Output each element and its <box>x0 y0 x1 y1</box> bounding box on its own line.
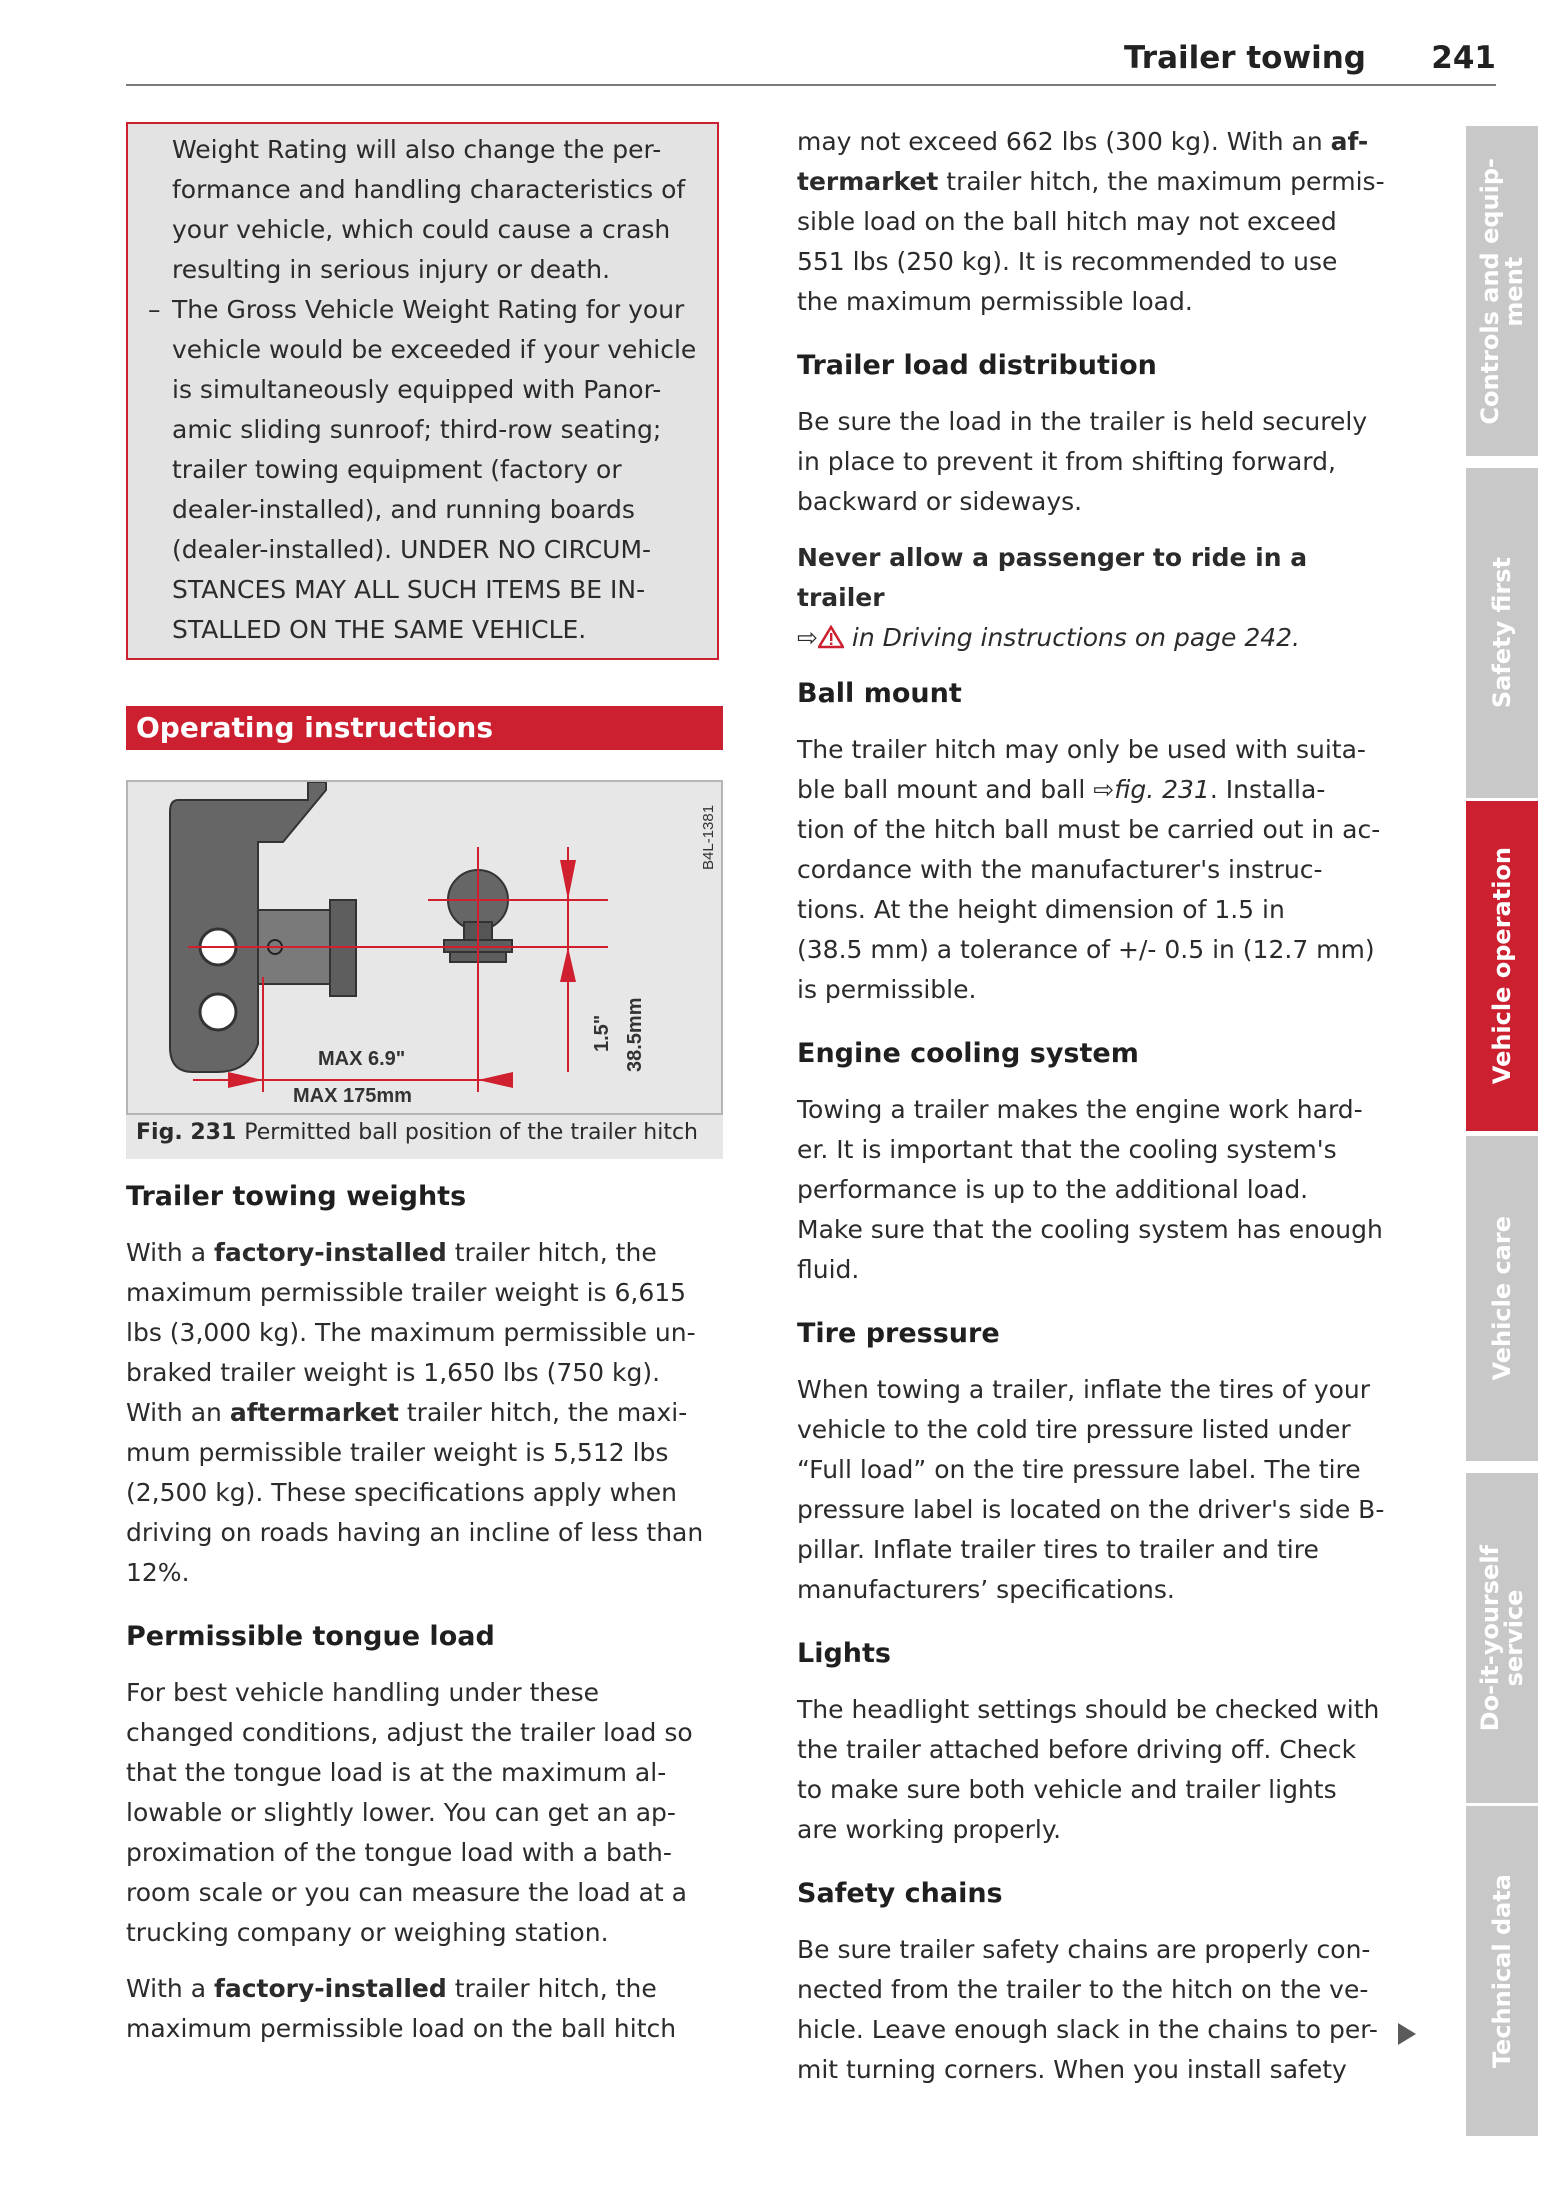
figure-231 <box>126 780 723 1115</box>
continue-arrow-icon[interactable] <box>1398 2023 1416 2045</box>
passenger-reference[interactable]: ⇨ in Driving instructions on page 242. <box>797 623 1301 652</box>
text-line: manufacturers’ specifications. <box>797 1575 1175 1604</box>
text-line: is permissible. <box>797 975 977 1004</box>
text-line: With an aftermarket trailer hitch, the maxi- <box>126 1398 688 1427</box>
text-line: Be sure trailer safety chains are properly con- <box>797 1935 1371 1964</box>
heading-ball-mount: Ball mount <box>797 678 962 709</box>
text-line: dealer-installed), and running boards <box>172 495 635 524</box>
text-line: the maximum permissible load. <box>797 287 1193 316</box>
passenger-warning-heading: Never allow a passenger to ride in a trailer <box>797 543 1308 612</box>
text-line: vehicle would be exceeded if your vehicle <box>172 335 697 364</box>
warning-passenger <box>797 538 1397 618</box>
chapter-tab[interactable] <box>1466 1136 1538 1461</box>
heading-engine-cooling-system: Engine cooling system <box>797 1038 1139 1069</box>
text-line: (2,500 kg). These specifications apply when <box>126 1478 678 1507</box>
text-line: For best vehicle handling under these <box>126 1678 600 1707</box>
figure-code: B4L-1381 <box>700 804 717 870</box>
chapter-tab[interactable] <box>1466 126 1538 456</box>
bracket-hole-lower <box>200 994 236 1030</box>
text-line: resulting in serious injury or death. <box>172 255 611 284</box>
text-line: – The Gross Vehicle Weight Rating for your <box>172 295 685 324</box>
text-line: formance and handling characteristics of <box>172 175 686 204</box>
paragraph-lights <box>797 1690 1397 1850</box>
text-line: the trailer attached before driving off. Check <box>797 1735 1357 1764</box>
text-line: With a factory-installed trailer hitch, the <box>126 1238 657 1267</box>
text-line: termarket trailer hitch, the maximum permis- <box>797 167 1385 196</box>
text-line: amic sliding sunroof; third-row seating; <box>172 415 662 444</box>
right-column <box>797 122 1397 2090</box>
left-column <box>126 122 723 2049</box>
paragraph-tongue-load <box>126 1673 723 1953</box>
paragraph-ball-mount <box>797 730 1397 1010</box>
text-line: are working properly. <box>797 1815 1062 1844</box>
heading-safety-chains: Safety chains <box>797 1878 1003 1909</box>
text-line: performance is up to the additional load. <box>797 1175 1309 1204</box>
paragraph-tire-pressure <box>797 1370 1397 1610</box>
paragraph-load-distribution <box>797 402 1397 522</box>
text-line: (38.5 mm) a tolerance of +/- 0.5 in (12.7 mm) <box>797 935 1375 964</box>
heading-trailer-load-distribution: Trailer load distribution <box>797 350 1157 381</box>
passenger-reference-text: in Driving instructions on page 242. <box>851 623 1301 652</box>
text-line: With a factory-installed trailer hitch, the <box>126 1974 657 2003</box>
chapter-tab-label: Vehicle care <box>1488 1216 1516 1381</box>
text-line: pressure label is located on the driver's side B- <box>797 1495 1385 1524</box>
text-line: to make sure both vehicle and trailer lights <box>797 1775 1337 1804</box>
text-line: lowable or slightly lower. You can get an ap- <box>126 1798 676 1827</box>
text-line: room scale or you can measure the load at a <box>126 1878 687 1907</box>
text-line: Be sure the load in the trailer is held securely <box>797 407 1368 436</box>
figure-label: Fig. 231 <box>136 1120 237 1145</box>
text-line: is simultaneously equipped with Panor- <box>172 375 662 404</box>
heading-permissible-tongue-load: Permissible tongue load <box>126 1621 495 1652</box>
warning-bullet <box>148 290 699 650</box>
arrow-left-dim <box>228 1072 263 1088</box>
text-line: mit turning corners. When you install safety <box>797 2055 1347 2084</box>
text-line: sible load on the ball hitch may not exceed <box>797 207 1337 236</box>
text-line: that the tongue load is at the maximum al- <box>126 1758 667 1787</box>
text-line: trailer towing equipment (factory or <box>172 455 622 484</box>
dim-height-mm: 38.5mm <box>624 997 646 1072</box>
figure-caption <box>126 1115 723 1159</box>
text-line: in place to prevent it from shifting forward, <box>797 447 1336 476</box>
text-line: hicle. Leave enough slack in the chains to per- <box>797 2015 1378 2044</box>
text-line: lbs (3,000 kg). The maximum permissible un- <box>126 1318 696 1347</box>
chapter-tab-label: Safety first <box>1488 557 1516 709</box>
text-line: maximum permissible load on the ball hitch <box>126 2014 677 2043</box>
chapter-tab-label: Controls and equip- ment <box>1476 157 1528 425</box>
text-line: ble ball mount and ball ⇨fig. 231. Installa- <box>797 775 1326 804</box>
text-line: tions. At the height dimension of 1.5 in <box>797 895 1285 924</box>
chapter-tab[interactable] <box>1466 1473 1538 1803</box>
text-line: braked trailer weight is 1,650 lbs (750 kg). <box>126 1358 661 1387</box>
text-line: pillar. Inflate trailer tires to trailer and tire <box>797 1535 1319 1564</box>
text-line: Make sure that the cooling system has enough <box>797 1215 1383 1244</box>
text-line: Towing a trailer makes the engine work hard- <box>797 1095 1363 1124</box>
text-line: your vehicle, which could cause a crash <box>172 215 671 244</box>
warning-triangle-icon <box>818 625 844 649</box>
text-line: The trailer hitch may only be used with suita- <box>797 735 1366 764</box>
paragraph-factory-hitch <box>126 1969 723 2049</box>
text-line: vehicle to the cold tire pressure listed under <box>797 1415 1351 1444</box>
text-line: changed conditions, adjust the trailer load so <box>126 1718 693 1747</box>
text-line: When towing a trailer, inflate the tires of your <box>797 1375 1371 1404</box>
section-bar-operating-instructions: Operating instructions <box>126 706 723 750</box>
ball-position-diagram <box>128 782 721 1113</box>
paragraph-towing-weights <box>126 1233 723 1593</box>
text-line: cordance with the manufacturer's instruc- <box>797 855 1323 884</box>
text-line: STALLED ON THE SAME VEHICLE. <box>172 615 587 644</box>
heading-tire-pressure: Tire pressure <box>797 1318 1000 1349</box>
text-line: fluid. <box>797 1255 860 1284</box>
text-line: (dealer-installed). UNDER NO CIRCUM- <box>172 535 652 564</box>
running-title: Trailer towing <box>1124 40 1366 76</box>
text-line: Weight Rating will also change the per- <box>172 135 662 164</box>
arrow-down <box>560 860 576 900</box>
text-line: er. It is important that the cooling system's <box>797 1135 1337 1164</box>
chapter-tab-label: Technical data <box>1488 1873 1516 2069</box>
text-line: trucking company or weighing station. <box>126 1918 609 1947</box>
text-line: tion of the hitch ball must be carried out in ac- <box>797 815 1381 844</box>
warning-box <box>126 122 719 660</box>
dim-max-mm: MAX 175mm <box>293 1085 412 1107</box>
text-line: nected from the trailer to the hitch on the ve- <box>797 1975 1369 2004</box>
page-header <box>126 36 1496 86</box>
text-line: mum permissible trailer weight is 5,512 lbs <box>126 1438 669 1467</box>
text-line: maximum permissible trailer weight is 6,615 <box>126 1278 687 1307</box>
dim-max-in: MAX 6.9" <box>318 1048 406 1070</box>
heading-trailer-towing-weights: Trailer towing weights <box>126 1181 467 1212</box>
text-line: STANCES MAY ALL SUCH ITEMS BE IN- <box>172 575 646 604</box>
chapter-tab[interactable] <box>1466 1806 1538 2136</box>
paragraph-safety-chains <box>797 1930 1397 2090</box>
warning-intro <box>148 130 699 290</box>
text-line: The headlight settings should be checked with <box>797 1695 1380 1724</box>
chapter-tab-label: Vehicle operation <box>1488 847 1516 1085</box>
text-line: 551 lbs (250 kg). It is recommended to use <box>797 247 1338 276</box>
dim-height-in: 1.5" <box>591 1014 613 1052</box>
text-line: 12%. <box>126 1558 190 1587</box>
page-number: 241 <box>1431 40 1496 76</box>
chapter-tab-label: Do-it-yourself service <box>1476 1544 1528 1732</box>
text-line: may not exceed 662 lbs (300 kg). With an af- <box>797 127 1369 156</box>
figure-caption-text: Permitted ball position of the trailer hitch <box>244 1120 698 1145</box>
chapter-tab[interactable] <box>1466 801 1538 1131</box>
paragraph-engine-cooling <box>797 1090 1397 1290</box>
text-line: proximation of the tongue load with a bath- <box>126 1838 672 1867</box>
chapter-tab[interactable] <box>1466 468 1538 798</box>
text-line: backward or sideways. <box>797 487 1083 516</box>
heading-lights: Lights <box>797 1638 891 1669</box>
paragraph-ball-hitch-load <box>797 122 1397 322</box>
arrow-right-dim <box>478 1072 513 1088</box>
text-line: driving on roads having an incline of less than <box>126 1518 704 1547</box>
text-line: “Full load” on the tire pressure label. The tire <box>797 1455 1361 1484</box>
arrow-up <box>560 947 576 982</box>
